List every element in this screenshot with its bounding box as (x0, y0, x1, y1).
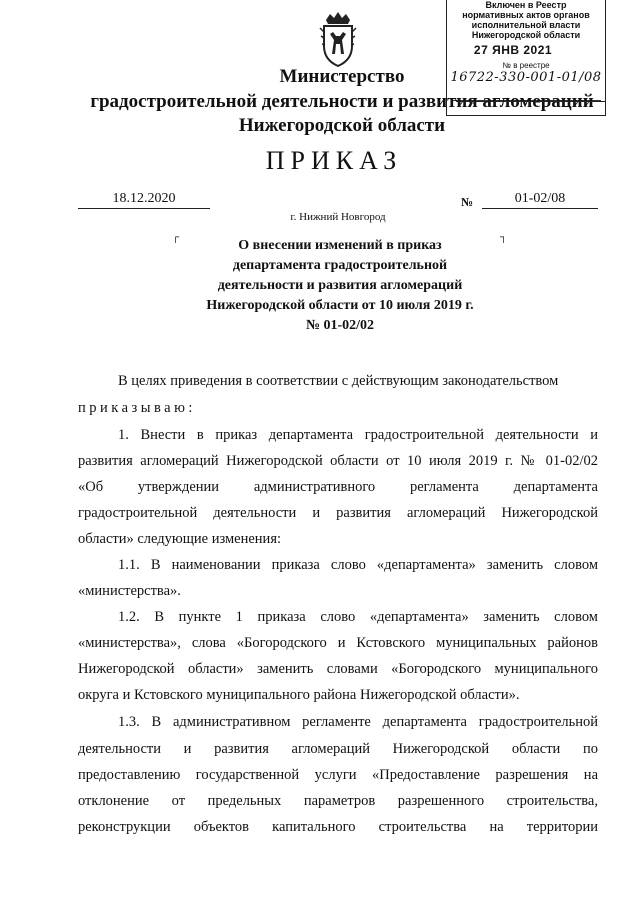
body-line: В целях приведения в соответствии с действующим законодательством (118, 373, 559, 389)
body-line: «министерства», слова «Богородского и Кстовского муниципальных районов (78, 635, 598, 651)
title-line: № 01-02/02 (305, 318, 375, 333)
body-line: отклонение от предельных параметров разрешенного строительства, (78, 793, 598, 809)
body-line: округа и Кстовского муниципального района Нижегородской области». (78, 687, 520, 703)
title-line: департамента градостроительной (232, 258, 448, 273)
stamp-line: нормативных актов органов (462, 10, 590, 20)
corner-bracket-right: ┐ (500, 232, 508, 243)
ministry-line2: градостроительной деятельности и развития агломераций (90, 91, 594, 112)
stamp-date: 27 ЯНВ 2021 (473, 43, 553, 57)
doc-type-title: ПРИКАЗ (265, 146, 403, 175)
body-line: области» следующие изменения: (78, 531, 282, 547)
body-line: 1.2. В пункте 1 приказа слово «департамента» заменить словом (118, 609, 598, 625)
order-title (180, 236, 500, 336)
body-line: развития агломераций Нижегородской области от 10 июля 2019 г. № 01-02/02 (78, 453, 598, 469)
body-line: «Об утверждении административного регламента департамента (78, 479, 598, 495)
stamp-line: исполнительной власти (471, 20, 581, 30)
corner-bracket-left: ┌ (172, 232, 180, 243)
body-line-order: приказываю: (78, 400, 196, 416)
order-number: 01-02/08 (514, 191, 566, 206)
date-underline (78, 208, 210, 209)
number-sign: № (461, 195, 474, 209)
body-line: градостроительной деятельности и развития агломераций Нижегородской (78, 505, 598, 521)
stamp-line: Включен в Реестр (485, 0, 567, 10)
body-line: «министерства». (78, 583, 181, 599)
body-line: 1.1. В наименовании приказа слово «департамента» заменить словом (118, 557, 598, 573)
stamp-registry-number: 16722-330-001-01/08 (450, 70, 602, 85)
city: г. Нижний Новгород (290, 211, 386, 223)
body-line: деятельности и развития агломераций Нижегородской области по (78, 741, 598, 757)
body-line: 1.3. В административном регламенте департамента градостроительной (118, 714, 598, 730)
ministry-line3: Нижегородской области (238, 115, 446, 136)
stamp-registry-label: № в реестре (502, 61, 550, 70)
stamp-line: Нижегородской области (471, 30, 581, 40)
number-underline (482, 208, 598, 209)
strike-line (456, 101, 606, 102)
order-date: 18.12.2020 (112, 191, 176, 206)
body-line: реконструкции объектов капитального строительства на территории (78, 819, 598, 835)
coat-of-arms-icon (318, 6, 358, 68)
title-line: деятельности и развития агломераций (217, 278, 463, 293)
ministry-line1: Министерство (279, 66, 405, 87)
body-line: предоставлению государственной услуги «Предоставление разрешения на (78, 767, 598, 783)
title-line: Нижегородской области от 10 июля 2019 г. (206, 298, 474, 313)
body-line: Нижегородской области» заменить словами «Богородского муниципального (78, 661, 598, 677)
title-line: О внесении изменений в приказ (238, 238, 442, 253)
body-line: 1. Внести в приказ департамента градостроительной деятельности и (118, 427, 598, 443)
